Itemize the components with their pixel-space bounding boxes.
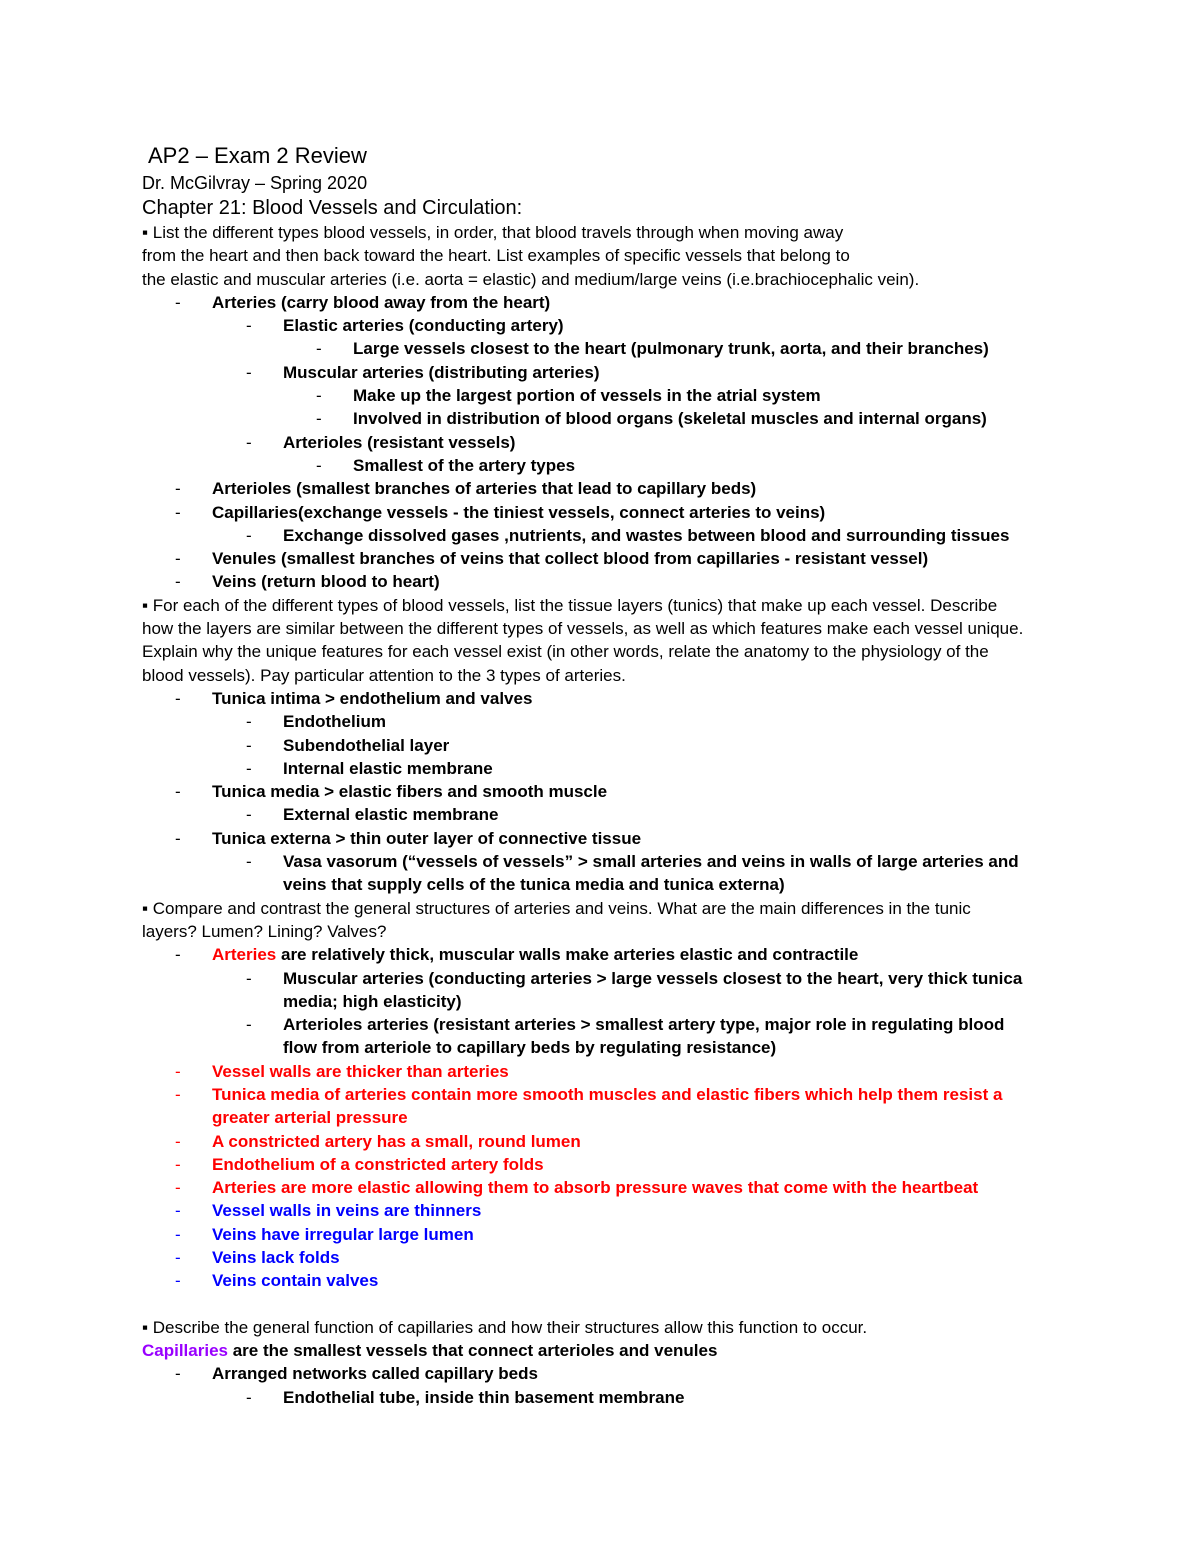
list-item [142, 524, 1072, 547]
list-item [142, 734, 1072, 757]
document-subtitle: Dr. McGilvray – Spring 2020 [142, 173, 368, 193]
list-item-text: Arteries (carry blood away from the heart) [212, 292, 551, 312]
list-item [142, 1013, 1072, 1036]
list-item-red [142, 1083, 1072, 1106]
question-1-line: ▪ List the different types blood vessels, in order, that blood travels through when moving away [142, 223, 844, 242]
list-item-continuation [142, 873, 1072, 896]
list-dash: - [175, 479, 181, 499]
list-dash: - [246, 525, 252, 545]
list-dash: - [175, 828, 181, 848]
list-item [142, 407, 1072, 430]
list-dash: - [246, 758, 252, 778]
document-content [142, 141, 1072, 1409]
list-item [142, 827, 1072, 850]
statement-text: are the smallest vessels that connect arterioles and venules [228, 1340, 718, 1360]
list-item-text: Tunica media > elastic fibers and smooth muscle [212, 782, 608, 802]
list-item-red [142, 1130, 1072, 1153]
list-item-text: External elastic membrane [283, 805, 499, 825]
list-item-text: Vessel walls in veins are thinners [212, 1201, 482, 1221]
list-dash: - [246, 1387, 252, 1407]
list-item-red [142, 1153, 1072, 1176]
list-item [142, 547, 1072, 570]
list-item [142, 803, 1072, 826]
list-dash: - [175, 1061, 181, 1081]
list-item [142, 850, 1072, 873]
list-item-red [142, 1060, 1072, 1083]
list-item-continuation [142, 1036, 1072, 1059]
list-dash: - [246, 432, 252, 452]
question-3-line: ▪ Compare and contrast the general structures of arteries and veins. What are the main differences in the tunic [142, 898, 971, 918]
list-item [142, 943, 1072, 966]
list-item-text: Venules (smallest branches of veins that collect blood from capillaries - resistant vessel) [212, 549, 929, 569]
question-2-line: how the layers are similar between the different types of vessels, as well as which features make each vessel unique. [142, 619, 1024, 639]
list-item-blue [142, 1269, 1072, 1292]
list-dash: - [246, 735, 252, 755]
list-item [142, 361, 1072, 384]
question-1-line: from the heart and then back toward the heart. List examples of specific vessels that belong to [142, 246, 850, 266]
list-item-text: Arterioles (smallest branches of arteries that lead to capillary beds) [212, 479, 757, 499]
list-dash: - [175, 688, 181, 708]
list-item-text: Internal elastic membrane [283, 758, 493, 778]
list-item-text: Muscular arteries (distributing arteries) [283, 362, 600, 382]
list-item-text: are relatively thick, muscular walls make arteries elastic and contractile [276, 945, 859, 965]
list-item-text: Veins have irregular large lumen [212, 1224, 474, 1244]
list-item [142, 314, 1072, 337]
list-item-text: Arteries are more elastic allowing them to absorb pressure waves that come with the heartbeat [212, 1178, 979, 1198]
list-item [142, 291, 1072, 314]
list-dash: - [246, 1015, 252, 1035]
list-item-text: Vessel walls are thicker than arteries [212, 1061, 509, 1081]
list-item-text: Tunica intima > endothelium and valves [212, 688, 533, 708]
list-item-text: Tunica externa > thin outer layer of connective tissue [212, 828, 642, 848]
list-dash: - [175, 1224, 181, 1244]
list-item-text: Vasa vasorum (“vessels of vessels” > small arteries and veins in walls of large arteries and [283, 852, 1019, 872]
blank-line [142, 1293, 1072, 1316]
list-item-text: Arterioles arteries (resistant arteries > smallest artery type, major role in regulating blood [283, 1015, 1005, 1035]
question-2-line: ▪ For each of the different types of blood vessels, list the tissue layers (tunics) that make up each vessel. Describe [142, 595, 998, 615]
list-item-continuation [142, 1106, 1072, 1129]
list-dash: - [246, 805, 252, 825]
list-item-text: Veins contain valves [212, 1271, 379, 1291]
list-item-text: veins that supply cells of the tunica media and tunica externa) [283, 875, 785, 895]
chapter-heading: Chapter 21: Blood Vessels and Circulation: [142, 197, 523, 219]
list-item-continuation [142, 990, 1072, 1013]
list-dash: - [175, 1201, 181, 1221]
question-2-line: Explain why the unique features for each vessel exist (in other words, relate the anatomy to the physiology of the [142, 642, 989, 662]
list-item [142, 337, 1072, 360]
list-item-text: Involved in distribution of blood organs (skeletal muscles and internal organs) [353, 409, 987, 429]
list-dash: - [175, 502, 181, 522]
list-item [142, 570, 1072, 593]
list-dash: - [175, 1084, 181, 1104]
question-3-line: layers? Lumen? Lining? Valves? [142, 921, 387, 941]
list-item-text: A constricted artery has a small, round lumen [212, 1131, 581, 1151]
list-dash: - [175, 1248, 181, 1268]
list-item [142, 384, 1072, 407]
list-dash: - [175, 549, 181, 569]
list-dash: - [246, 316, 252, 336]
capillaries-highlight: Capillaries [142, 1340, 228, 1360]
list-dash: - [246, 712, 252, 732]
list-item-text: Veins (return blood to heart) [212, 572, 440, 592]
list-dash: - [246, 852, 252, 872]
list-item-text: media; high elasticity) [283, 991, 462, 1011]
list-item-text: Make up the largest portion of vessels in the atrial system [353, 386, 821, 406]
list-dash: - [246, 968, 252, 988]
list-dash: - [316, 409, 322, 429]
list-item-text: Subendothelial layer [283, 735, 450, 755]
list-item [142, 780, 1072, 803]
list-item-text: flow from arteriole to capillary beds by regulating resistance) [283, 1038, 777, 1058]
list-item-text: Smallest of the artery types [353, 455, 576, 475]
question-4-line: ▪ Describe the general function of capillaries and how their structures allow this function to occur. [142, 1317, 868, 1337]
list-dash: - [316, 386, 322, 406]
list-dash: - [175, 1271, 181, 1291]
list-item [142, 477, 1072, 500]
list-dash: - [175, 1154, 181, 1174]
list-dash: - [175, 1178, 181, 1198]
list-dash: - [175, 1364, 181, 1384]
list-item-blue [142, 1199, 1072, 1222]
list-item-text: Arranged networks called capillary beds [212, 1364, 538, 1384]
list-item [142, 1386, 1072, 1409]
list-dash: - [246, 362, 252, 382]
list-item [142, 687, 1072, 710]
list-item-text: Muscular arteries (conducting arteries > large vessels closest to the heart, very thick tunica [283, 968, 1023, 988]
list-item-text: greater arterial pressure [212, 1108, 408, 1128]
question-1-line: the elastic and muscular arteries (i.e. aorta = elastic) and medium/large veins (i.e.brachiocephalic vein). [142, 269, 920, 289]
question-2-line: blood vessels). Pay particular attention to the 3 types of arteries. [142, 665, 626, 685]
list-item [142, 431, 1072, 454]
list-item [142, 454, 1072, 477]
list-dash: - [175, 945, 181, 965]
capillaries-statement [142, 1339, 1072, 1362]
list-item-blue [142, 1246, 1072, 1269]
list-item-text: Elastic arteries (conducting artery) [283, 316, 564, 336]
list-item-red [142, 1176, 1072, 1199]
list-item-text: Endothelium [283, 712, 386, 732]
list-dash: - [316, 339, 322, 359]
list-item-text: Capillaries(exchange vessels - the tiniest vessels, connect arteries to veins) [212, 502, 826, 522]
list-item-text: Veins lack folds [212, 1248, 340, 1268]
arteries-highlight: Arteries [212, 945, 277, 965]
list-item-text: Tunica media of arteries contain more smooth muscles and elastic fibers which help them resist a [212, 1084, 1003, 1104]
list-dash: - [175, 292, 181, 312]
list-item-blue [142, 1223, 1072, 1246]
list-item-text: Endothelial tube, inside thin basement membrane [283, 1387, 685, 1407]
list-item-text: Endothelium of a constricted artery folds [212, 1154, 544, 1174]
list-dash: - [175, 572, 181, 592]
list-dash: - [316, 455, 322, 475]
list-item [142, 1362, 1072, 1385]
list-item [142, 967, 1072, 990]
list-item-text: Exchange dissolved gases ,nutrients, and wastes between blood and surrounding tissues [283, 525, 1010, 545]
list-item-text: Large vessels closest to the heart (pulmonary trunk, aorta, and their branches) [353, 339, 989, 359]
list-item [142, 501, 1072, 524]
list-item-text: Arterioles (resistant vessels) [283, 432, 516, 452]
document-title: AP2 – Exam 2 Review [148, 143, 367, 168]
list-item [142, 757, 1072, 780]
list-dash: - [175, 782, 181, 802]
list-item [142, 710, 1072, 733]
list-dash: - [175, 1131, 181, 1151]
